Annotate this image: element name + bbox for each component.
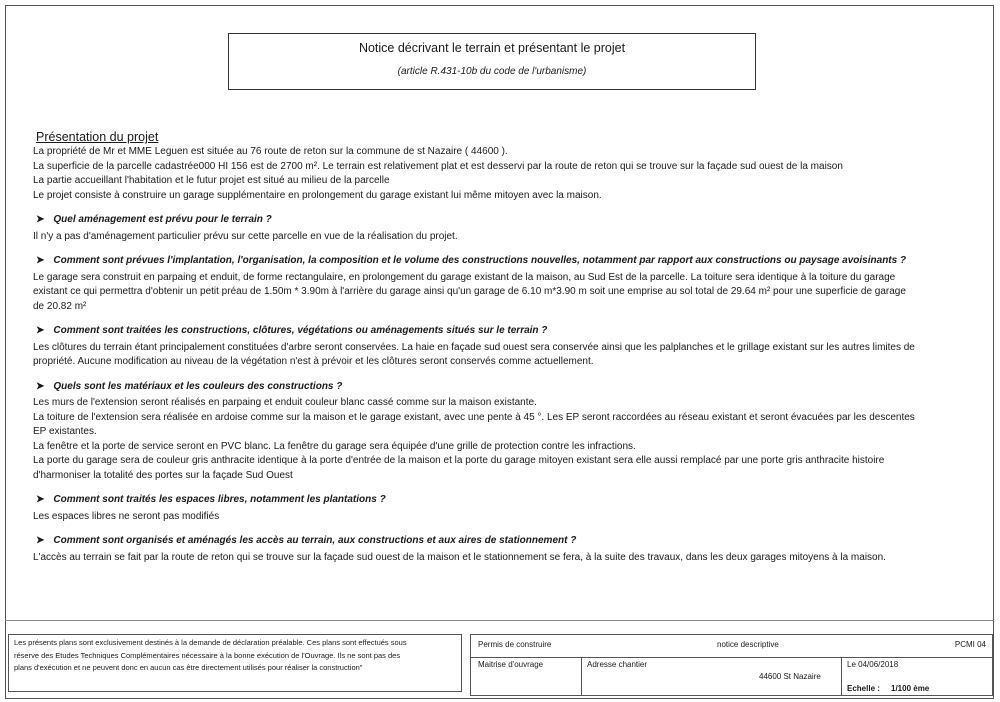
presentation-line: La partie accueillant l'habitation et le futur projet est situé au milieu de la parcelle	[33, 175, 390, 186]
address-value: 44600 St Nazaire	[759, 672, 821, 681]
arrow-bullet-icon: ➤	[36, 214, 45, 225]
section-line: de 20.82 m²	[33, 300, 87, 312]
document-subtitle: (article R.431-10b du code de l'urbanisme)	[397, 66, 587, 77]
section-line: Il n'y a pas d'aménagement particulier prévu sur cette parcelle en vue de la réalisation du projet.	[33, 230, 458, 242]
section-amenagement	[33, 213, 983, 244]
section-line: La toiture de l'extension sera réalisée en ardoise comme sur la maison et le garage existant, avec une pente à 45 °. Les EP seront raccordées au réseau existant et seront évacuées par les descentes	[33, 411, 915, 423]
section-line: La fenêtre et la porte de service seront en PVC blanc. La fenêtre du garage sera équipée d'une grille de protection contre les infractions.	[33, 440, 636, 452]
notice-content	[33, 130, 983, 565]
section-line: Le garage sera construit en parpaing et enduit, de forme rectangulaire, en prolongement du garage existant de la maison, au Sud Est de la parcelle. La toiture sera identique à la toiture du garage	[33, 271, 896, 283]
section-question: ➤ Quels sont les matériaux et les couleurs des constructions ?	[36, 380, 343, 392]
document-type: notice descriptive	[717, 640, 779, 649]
presentation-line: La propriété de Mr et MME Leguen est située au 76 route de reton sur la commune de st Nazaire ( 44600 ).	[33, 146, 508, 157]
section-acces	[33, 534, 983, 565]
section-question: ➤ Comment sont traitées les constructions, clôtures, végétations ou aménagements situés sur le terrain ?	[36, 325, 548, 336]
section-line: d'harmoniser la totalité des portes sur la façade Sud Ouest	[33, 469, 293, 481]
section-question: ➤ Comment sont prévues l'implantation, l'organisation, la composition et le volume des constructions nouvelles, notamment par rapport aux constructions ou paysage avoisinants ?	[36, 255, 907, 266]
section-line: Les espaces libres ne seront pas modifiés	[33, 510, 220, 522]
section-line: propriété. Aucune modification au niveau de la végétation n'est à prévoir et les clôtures seront conservés comme actuellement.	[33, 356, 594, 367]
address-label: Adresse chantier	[587, 660, 648, 669]
presentation-heading: Présentation du projet	[36, 130, 159, 144]
document-code: PCMI 04	[954, 640, 986, 649]
permit-label: Permis de construire	[478, 640, 552, 649]
date-value: Le 04/06/2018	[847, 660, 899, 669]
section-materiaux	[33, 380, 983, 484]
section-line: La porte du garage sera de couleur gris anthracite identique à la porte d'entrée de la maison et la porte du garage mitoyen existant sera elle aussi remplacé par une porte gris anthracite histoire	[33, 455, 885, 466]
arrow-bullet-icon: ➤	[36, 535, 45, 546]
title-box	[228, 33, 756, 90]
disclaimer-line: Les présents plans sont exclusivement destinés à la demande de déclaration préalable. Ces plans sont effectués sous	[14, 638, 407, 647]
section-clotures	[33, 324, 983, 370]
footer-divider	[5, 620, 994, 621]
document-title: Notice décrivant le terrain et présentant le projet	[358, 41, 626, 55]
presentation-line: Le projet consiste à construire un garage supplémentaire en prolongement du garage existant lui même mitoyen avec la maison.	[33, 189, 602, 201]
arrow-bullet-icon: ➤	[36, 255, 45, 266]
arrow-bullet-icon: ➤	[36, 494, 45, 505]
scale-value: 1/100 ème	[891, 684, 930, 693]
section-question: ➤ Comment sont organisés et aménagés les accès au terrain, aux constructions et aux aires de stationnement ?	[36, 535, 577, 546]
section-question: ➤ Quel aménagement est prévu pour le terrain ?	[36, 214, 272, 225]
title-block	[470, 634, 993, 696]
presentation-line: La superficie de la parcelle cadastrée000 HI 156 est de 2700 m². Le terrain est relativement plat et est desservi par la route de reton qui se trouve sur la façade sud ouest de la maison	[33, 160, 843, 172]
section-espaces-libres	[33, 493, 983, 524]
section-line: Les murs de l'extension seront réalisés en parpaing et enduit couleur blanc cassé comme sur la maison existante.	[33, 397, 537, 408]
title-block-header	[471, 635, 992, 658]
disclaimer-box	[8, 634, 462, 692]
scale-label: Echelle :	[847, 684, 880, 693]
title-block-divider	[581, 657, 582, 695]
section-line: EP existantes.	[33, 426, 97, 437]
arrow-bullet-icon: ➤	[36, 380, 45, 392]
owner-label: Maitrise d'ouvrage	[478, 660, 544, 669]
arrow-bullet-icon: ➤	[36, 325, 45, 336]
presentation-body	[33, 145, 983, 203]
section-question: ➤ Comment sont traités les espaces libres, notamment les plantations ?	[36, 494, 386, 505]
disclaimer-line: réserve des Etudes Techniques Complémentaires nécessaire à la bonne exécution de l'Ouvrage. Ils ne sont pas des	[14, 650, 401, 660]
disclaimer-line: plans d'exécution et ne peuvent donc en aucun cas être directement utilisés pour réaliser la construction"	[14, 663, 363, 672]
section-line: Les clôtures du terrain étant principalement constituées d'arbre seront conservées. La haie en façade sud ouest sera conservée ainsi que les palplanches et le grillage existant sur les autres limites de	[33, 341, 915, 353]
section-line: L'accès au terrain se fait par la route de reton qui se trouve sur la façade sud ouest de la maison et le stationnement se fera, à la suite des travaux, dans les deux garages mitoyens à la maison.	[33, 551, 886, 563]
title-block-divider	[841, 657, 842, 695]
section-implantation	[33, 254, 983, 314]
section-line: existant ce qui permettra d'obtenir un petit préau de 1.50m * 3.90m à l'arrière du garage ainsi qu'un garage de 6.10 m*3.90 m soit une emprise au sol total de 29.64 m² pour une superficie de garage	[33, 286, 906, 297]
